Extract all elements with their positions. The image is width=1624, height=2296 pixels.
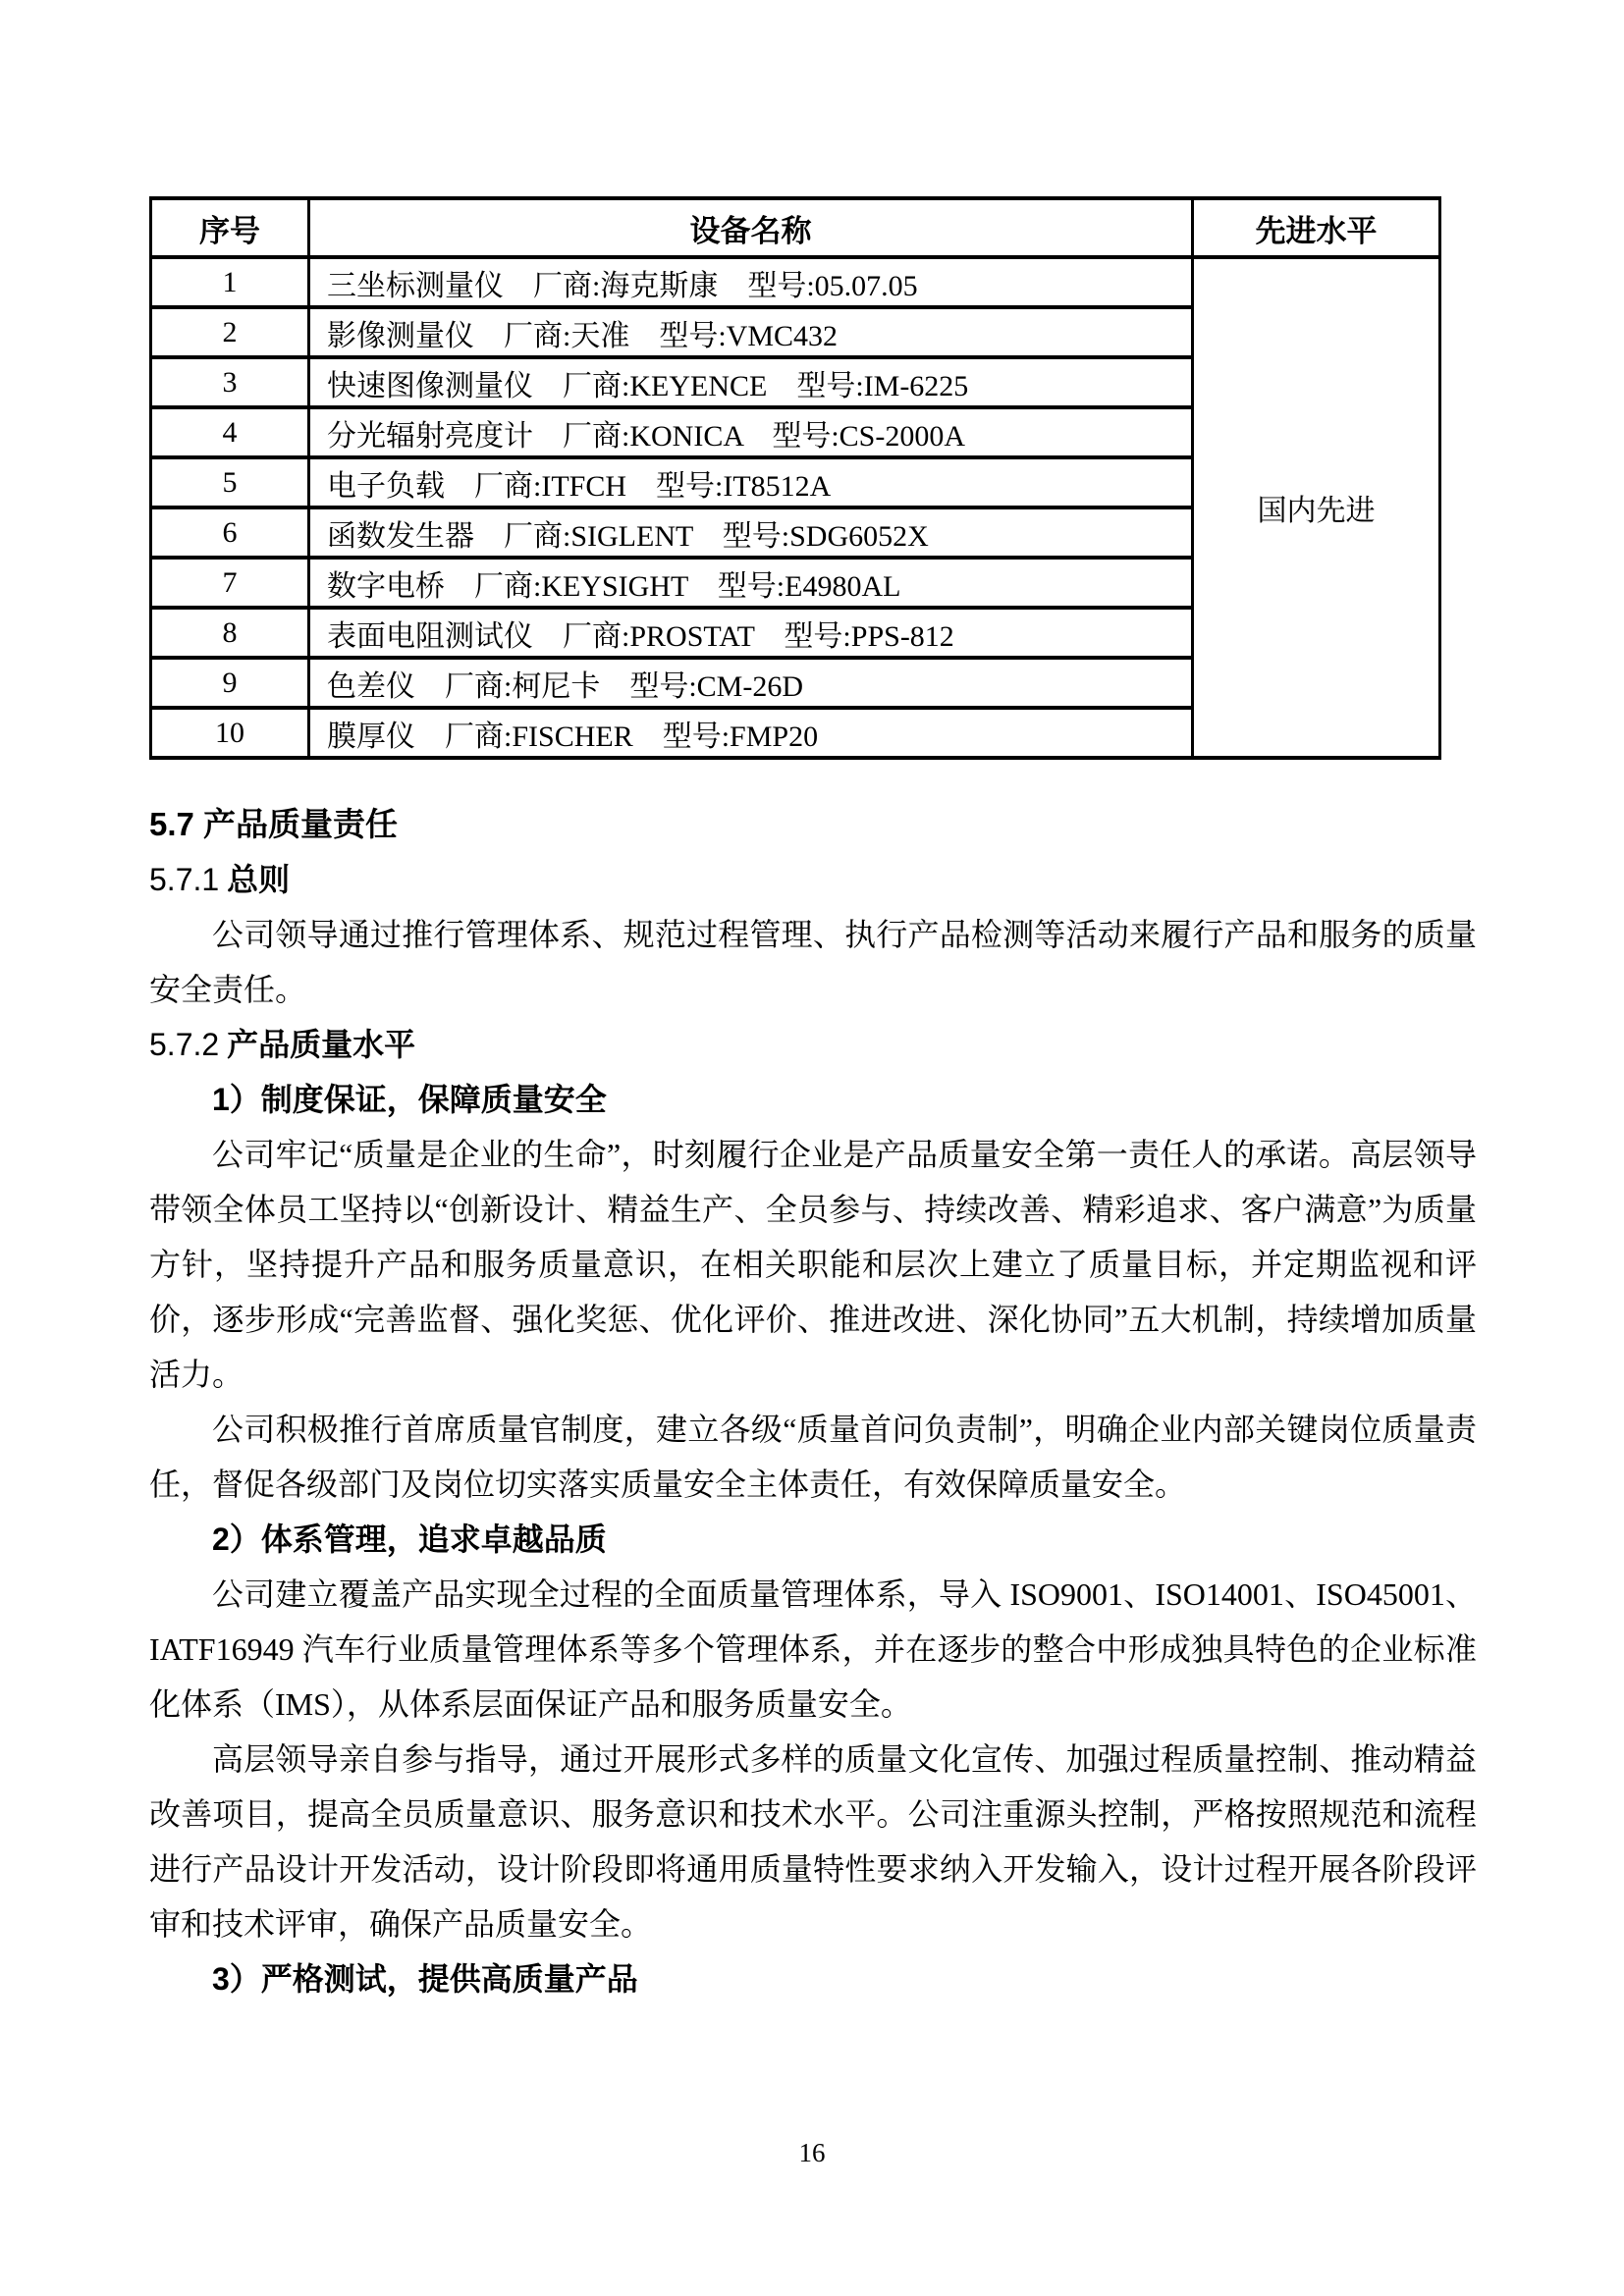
equipment-name-cell: 膜厚仪 厂商:FISCHER 型号:FMP20 <box>309 708 1193 758</box>
row-number-cell: 10 <box>151 708 309 758</box>
advanced-level-cell: 国内先进 <box>1193 257 1440 758</box>
section-heading-5-7-1 <box>149 852 1477 907</box>
section-title: 产品质量责任 <box>203 806 399 842</box>
subheading-item-2: 2）体系管理，追求卓越品质 <box>212 1522 607 1557</box>
row-number-cell: 3 <box>151 357 309 407</box>
equipment-name-cell: 分光辐射亮度计 厂商:KONICA 型号:CS-2000A <box>309 407 1193 457</box>
paragraph-item-2-b: 高层领导亲自参与指导，通过开展形式多样的质量文化宣传、加强过程质量控制、推动精益改善项目，提高全员质量意识、服务意识和技术水平。公司注重源头控制，严格按照规范和流程进行产品设计开发活动，设计阶段即将通用质量特性要求纳入开发输入，设计过程开展各阶段评审和技术评审，确保产品质量安全。 <box>149 1741 1477 1942</box>
row-number-cell: 1 <box>151 257 309 307</box>
section-heading-5-7-2 <box>149 1017 1477 1072</box>
equipment-table <box>149 196 1441 760</box>
equipment-name-cell: 三坐标测量仪 厂商:海克斯康 型号:05.07.05 <box>309 257 1193 307</box>
section-title: 总则 <box>227 862 291 897</box>
equipment-name-cell: 色差仪 厂商:柯尼卡 型号:CM-26D <box>309 658 1193 708</box>
row-number-cell: 9 <box>151 658 309 708</box>
subheading-item-3: 3）严格测试，提供高质量产品 <box>212 1961 638 1997</box>
spacer <box>219 1027 227 1062</box>
equipment-name-cell: 函数发生器 厂商:SIGLENT 型号:SDG6052X <box>309 507 1193 558</box>
paragraph-general-principles: 公司领导通过推行管理体系、规范过程管理、执行产品检测等活动来履行产品和服务的质量安全责任。 <box>149 917 1477 1007</box>
spacer <box>194 806 203 842</box>
section-number: 5.7.2 <box>149 1027 220 1062</box>
row-number-cell: 8 <box>151 608 309 658</box>
header-cell-no: 序号 <box>151 198 309 257</box>
document-body <box>149 797 1477 2006</box>
equipment-name-cell: 影像测量仪 厂商:天准 型号:VMC432 <box>309 307 1193 357</box>
row-number-cell: 5 <box>151 457 309 507</box>
spacer <box>219 862 227 897</box>
equipment-name-cell: 电子负载 厂商:ITFCH 型号:IT8512A <box>309 457 1193 507</box>
table-row <box>151 257 1440 307</box>
section-heading-5-7 <box>149 797 1477 852</box>
section-number: 5.7 <box>149 806 194 842</box>
paragraph-item-1-b: 公司积极推行首席质量官制度，建立各级“质量首问负责制”，明确企业内部关键岗位质量责任，督促各级部门及岗位切实落实质量安全主体责任，有效保障质量安全。 <box>149 1412 1477 1502</box>
equipment-name-cell: 快速图像测量仪 厂商:KEYENCE 型号:IM-6225 <box>309 357 1193 407</box>
row-number-cell: 7 <box>151 558 309 608</box>
row-number-cell: 2 <box>151 307 309 357</box>
section-title: 产品质量水平 <box>227 1027 416 1062</box>
header-cell-level: 先进水平 <box>1193 198 1440 257</box>
header-cell-name: 设备名称 <box>309 198 1193 257</box>
row-number-cell: 4 <box>151 407 309 457</box>
equipment-name-cell: 表面电阻测试仪 厂商:PROSTAT 型号:PPS-812 <box>309 608 1193 658</box>
equipment-name-cell: 数字电桥 厂商:KEYSIGHT 型号:E4980AL <box>309 558 1193 608</box>
subheading-item-1: 1）制度保证，保障质量安全 <box>212 1082 607 1117</box>
page-number: 16 <box>798 2138 826 2167</box>
row-number-cell: 6 <box>151 507 309 558</box>
section-number: 5.7.1 <box>149 862 220 897</box>
table-header-row <box>151 198 1440 257</box>
paragraph-item-1-a: 公司牢记“质量是企业的生命”，时刻履行企业是产品质量安全第一责任人的承诺。高层领导带领全体员工坚持以“创新设计、精益生产、全员参与、持续改善、精彩追求、客户满意”为质量方针，坚持提升产品和服务质量意识，在相关职能和层次上建立了质量目标，并定期监视和评价，逐步形成“完善监督、强化奖惩、优化评价、推进改进、深化协同”五大机制，持续增加质量活力。 <box>149 1137 1477 1392</box>
paragraph-item-2-a: 公司建立覆盖产品实现全过程的全面质量管理体系，导入 ISO9001、ISO14001、ISO45001、IATF16949 汽车行业质量管理体系等多个管理体系，并在逐步的整合中形成独具特色的企业标准化体系（IMS），从体系层面保证产品和服务质量安全。 <box>149 1576 1477 1722</box>
